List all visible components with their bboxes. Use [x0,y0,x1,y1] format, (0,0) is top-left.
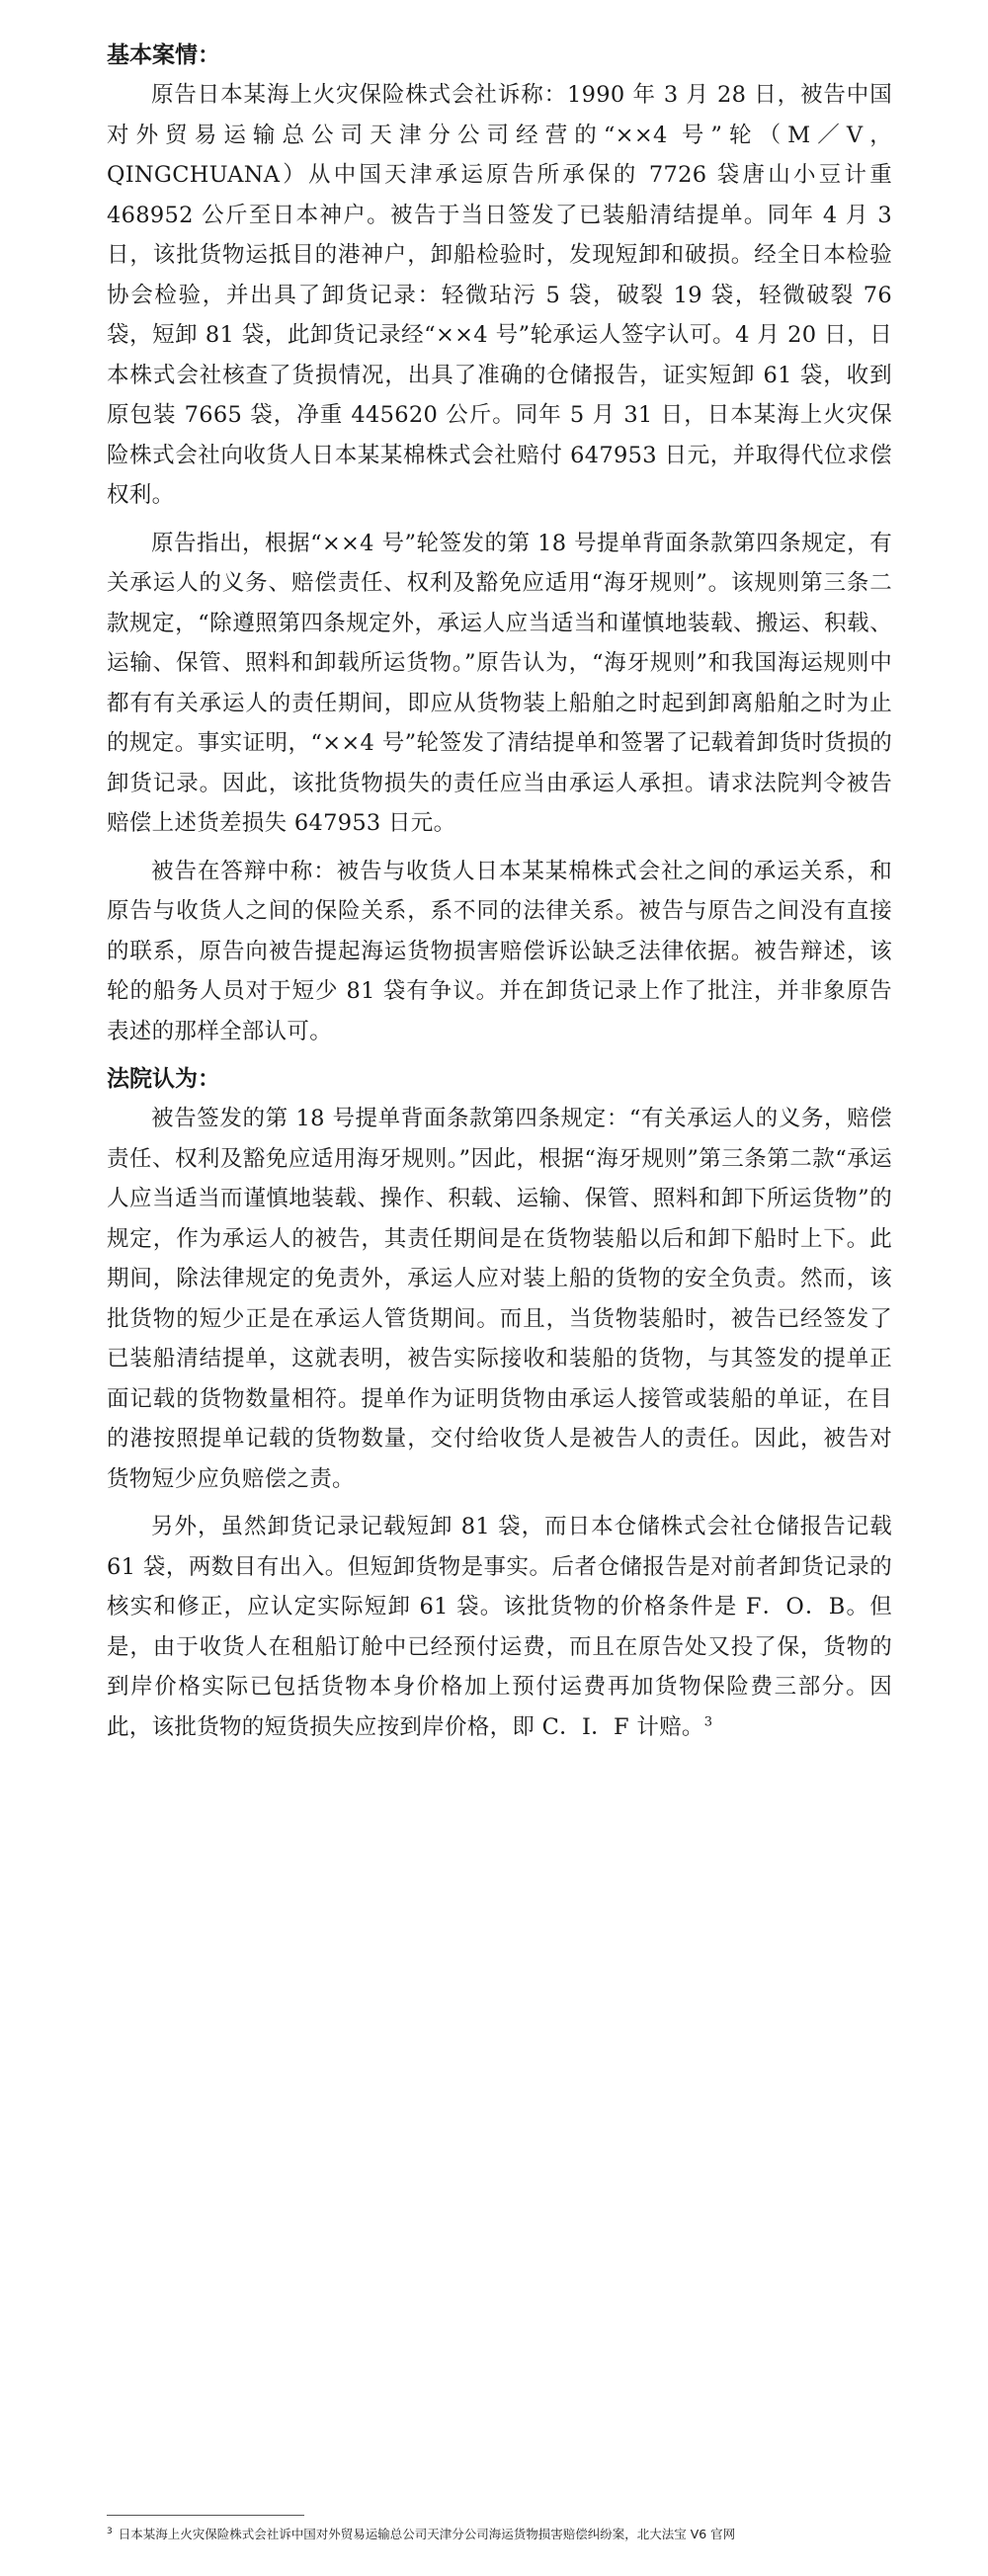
paragraph-court-opinion-2-text: 另外，虽然卸货记录记载短卸 81 袋，而日本仓储株式会社仓储报告记载 61 袋，两数目有出入。但短卸货物是事实。后者仓储报告是对前者卸货记录的核实和修正，应认定实际短卸 61 袋。该批货物的价格条件是 F．O．B。但是，由于收货人在租船订舱中已经预付运费，而且在原告处又投了保，货物的到岸价格实际已包括货物本身价格加上预付运费再加货物保险费三部分。因此，该批货物的短货损失应按到岸价格，即 C．I．F 计赔。 [107,1514,892,1740]
paragraph-plaintiff-argument: 原告指出，根据“××4 号”轮签发的第 18 号提单背面条款第四条规定，有关承运人的义务、赔偿责任、权利及豁免应适用“海牙规则”。该规则第三条二款规定，“除遵照第四条规定外，承运人应当适当和谨慎地装载、搬运、积载、运输、保管、照料和卸载所运货物。”原告认为，“海牙规则”和我国海运规则中都有有关承运人的责任期间，即应从货物装上船舶之时起到卸离船舶之时为止的规定。事实证明，“××4 号”轮签发了清结提单和签署了记载着卸货时货损的卸货记录。因此，该批货物损失的责任应当由承运人承担。请求法院判令被告赔偿上述货差损失 647953 日元。 [107,530,892,836]
paragraph-court-opinion-1: 被告签发的第 18 号提单背面条款第四条规定：“有关承运人的义务，赔偿责任、权利及豁免应适用海牙规则。”因此，根据“海牙规则”第三条第二款“承运人应当适当而谨慎地装载、操作、积载、运输、保管、照料和卸下所运货物”的规定，作为承运人的被告，其责任期间是在货物装船以后和卸下船时上下。此期间，除法律规定的免责外，承运人应对装上船的货物的安全负责。然而，该批货物的短少正是在承运人管货期间。而且，当货物装船时，被告已经签发了已装船清结提单，这就表明，被告实际接收和装船的货物，与其签发的提单正面记载的货物数量相符。提单作为证明货物由承运人接管或装船的单证，在目的港按照提单记载的货物数量，交付给收货人是被告人的责任。因此，被告对货物短少应负赔偿之责。 [107,1106,892,1492]
section-heading-court-opinion: 法院认为： [107,1065,220,1092]
footnote [107,2526,897,2543]
paragraph-court-opinion-2 [107,1507,892,1747]
footnote-reference: 3 [703,1714,713,1729]
footnote-text: 日本某海上火灾保险株式会社诉中国对外贸易运输总公司天津分公司海运货物损害赔偿纠纷案，北大法宝 V6 官网 [118,2527,736,2541]
section-heading-basic-facts: 基本案情： [107,42,220,68]
paragraph-defendant-reply: 被告在答辩中称：被告与收货人日本某某棉株式会社之间的承运关系，和原告与收货人之间的保险关系，系不同的法律关系。被告与原告之间没有直接的联系，原告向被告提起海运货物损害赔偿诉讼缺乏法律依据。被告辩述，该轮的船务人员对于短少 81 袋有争议。并在卸货记录上作了批注，并非象原告表述的那样全部认可。 [107,858,892,1044]
footnote-divider [107,2515,304,2516]
paragraph-plaintiff-claim: 原告日本某海上火灾保险株式会社诉称：1990 年 3 月 28 日，被告中国对外贸易运输总公司天津分公司经营的“××4 号”轮（M／V，QINGCHUANA）从中国天津承运原告所承保的 7726 袋唐山小豆计重 468952 公斤至日本神户。被告于当日签发了已装船清结提单。同年 4 月 3 日，该批货物运抵目的港神户，卸船检验时，发现短卸和破损。经全日本检验协会检验，并出具了卸货记录：轻微玷污 5 袋，破裂 19 袋，轻微破裂 76 袋，短卸 81 袋，此卸货记录经“××4 号”轮承运人签字认可。4 月 20 日，日本株式会社核查了货损情况，出具了准确的仓储报告，证实短卸 61 袋，收到原包装 7665 袋，净重 445620 公斤。同年 5 月 31 日，日本某海上火灾保险株式会社向收货人日本某某棉株式会社赔付 647953 日元，并取得代位求偿权利。 [107,82,892,508]
document-body [107,36,892,1755]
footnote-area [107,2515,897,2543]
footnote-number: 3 [107,2526,113,2536]
